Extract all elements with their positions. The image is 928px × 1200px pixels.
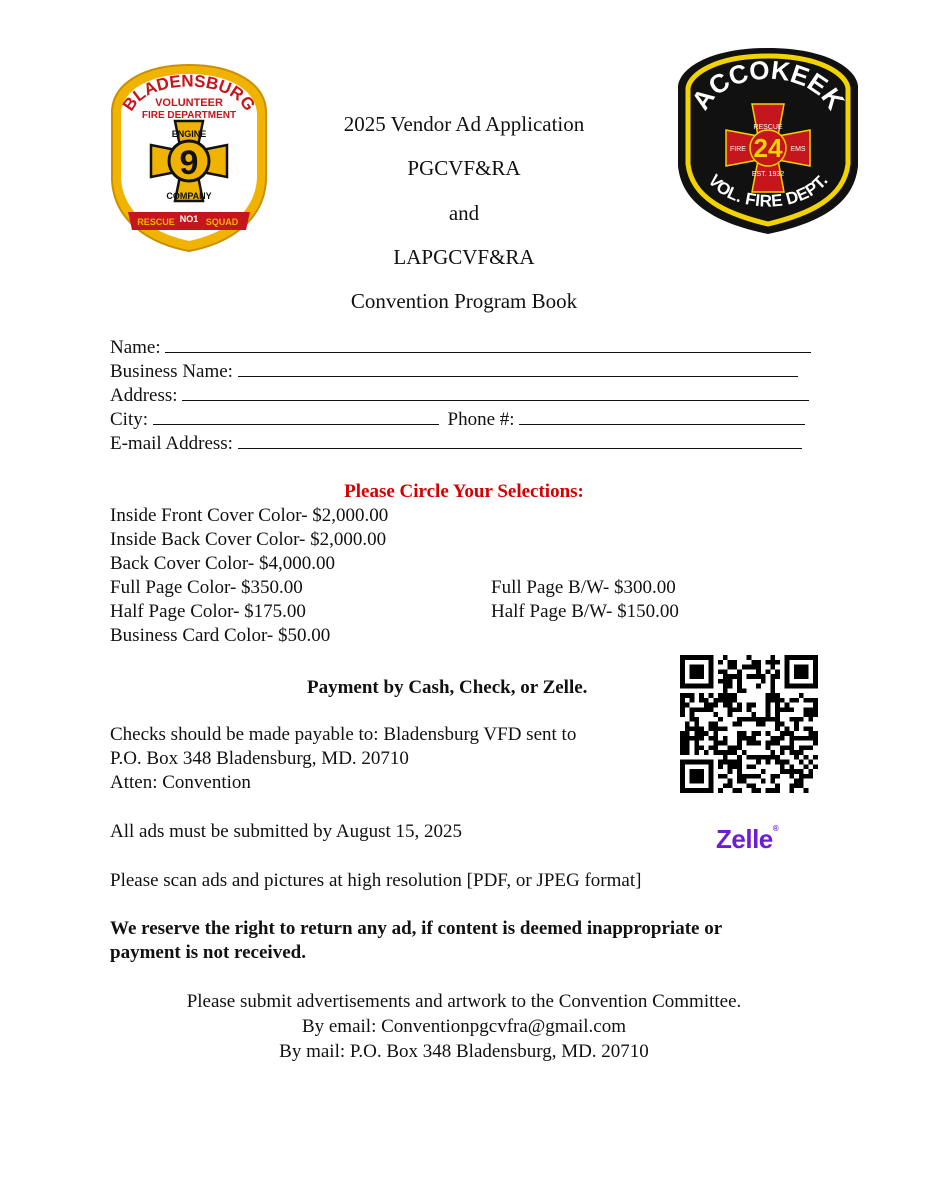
option-inside-back-cover[interactable]: Inside Back Cover Color- $2,000.00 — [110, 529, 387, 550]
accokeek-number: 24 — [753, 133, 783, 163]
payment-heading: Payment by Cash, Check, or Zelle. — [307, 677, 588, 698]
option-inside-front-cover[interactable]: Inside Front Cover Color- $2,000.00 — [110, 505, 389, 526]
checks-atten-line: Atten: Convention — [110, 772, 251, 793]
header-and: and — [448, 201, 480, 225]
business-name-label: Business Name: — [110, 361, 233, 382]
bladensburg-company-text: COMPANY — [166, 191, 212, 201]
deadline-note: All ads must be submitted by August 15, 2025 — [110, 821, 463, 842]
option-back-cover[interactable]: Back Cover Color- $4,000.00 — [110, 553, 335, 574]
header-subtitle: Convention Program Book — [350, 289, 578, 313]
bladensburg-no1-text: NO1 — [179, 214, 199, 224]
bladensburg-arc-text: BLADENSBURG — [118, 71, 260, 115]
checks-address-line: P.O. Box 348 Bladensburg, MD. 20710 — [110, 748, 409, 769]
accokeek-est-text: EST. 1932 — [751, 171, 785, 178]
header-org2: LAPGCVF&RA — [393, 245, 535, 269]
bladensburg-rescue-text: RESCUE — [137, 217, 175, 227]
address-field[interactable] — [110, 382, 809, 407]
footer-submit-line: Please submit advertisements and artwork to the Convention Committee. — [186, 991, 742, 1012]
accokeek-arc-text: ACCOKEEK — [685, 54, 851, 116]
address-label: Address: — [110, 385, 178, 406]
zelle-logo: Zelle® — [716, 824, 779, 854]
address-input-line[interactable] — [182, 382, 809, 401]
bladensburg-number: 9 — [179, 144, 199, 182]
accokeek-fire-text: FIRE — [730, 146, 746, 153]
email-label: E-mail Address: — [110, 433, 233, 454]
name-field[interactable] — [110, 334, 811, 359]
option-full-page-bw[interactable]: Full Page B/W- $300.00 — [491, 577, 676, 598]
business-name-field[interactable] — [110, 358, 798, 383]
option-full-page-color[interactable]: Full Page Color- $350.00 — [110, 577, 303, 598]
qr-code-icon — [680, 655, 818, 793]
zelle-logo-text: Zelle — [716, 824, 773, 854]
accokeek-ems-text: EMS — [790, 146, 806, 153]
checks-payable-line: Checks should be made payable to: Bladensburg VFD sent to — [110, 724, 577, 745]
phone-label: Phone #: — [447, 409, 515, 430]
bladensburg-volunteer-text: VOLUNTEER — [155, 97, 223, 109]
reserve-right-line2: payment is not received. — [110, 942, 306, 963]
bladensburg-engine-text: ENGINE — [171, 129, 207, 139]
phone-input-line[interactable] — [519, 406, 805, 425]
city-phone-row[interactable] — [110, 406, 805, 431]
city-input-line[interactable] — [153, 406, 439, 425]
header-title: 2025 Vendor Ad Application — [343, 112, 585, 136]
accokeek-bottom-text: VOL. FIRE DEPT. — [704, 170, 832, 211]
city-label: City: — [110, 409, 149, 430]
selections-heading: Please Circle Your Selections: — [344, 481, 584, 502]
bladensburg-fd-text: FIRE DEPARTMENT — [141, 110, 237, 121]
name-input-line[interactable] — [165, 334, 811, 353]
header-org1: PGCVF&RA — [407, 156, 521, 180]
footer-mail-line: By mail: P.O. Box 348 Bladensburg, MD. 20710 — [279, 1041, 649, 1062]
accokeek-rescue-text: RESCUE — [753, 124, 783, 131]
email-input-line[interactable] — [238, 430, 802, 449]
reserve-right-line1: We reserve the right to return any ad, if content is deemed inappropriate or — [110, 918, 723, 939]
business-name-input-line[interactable] — [238, 358, 798, 377]
footer-email-line[interactable]: By email: Conventionpgcvfra@gmail.com — [301, 1016, 627, 1037]
option-business-card[interactable]: Business Card Color- $50.00 — [110, 625, 331, 646]
scan-note: Please scan ads and pictures at high resolution [PDF, or JPEG format] — [110, 870, 642, 891]
name-label: Name: — [110, 337, 161, 358]
zelle-qr-code[interactable] — [680, 655, 818, 793]
email-field[interactable] — [110, 430, 802, 455]
option-half-page-bw[interactable]: Half Page B/W- $150.00 — [491, 601, 679, 622]
option-half-page-color[interactable]: Half Page Color- $175.00 — [110, 601, 306, 622]
bladensburg-squad-text: SQUAD — [205, 217, 239, 227]
